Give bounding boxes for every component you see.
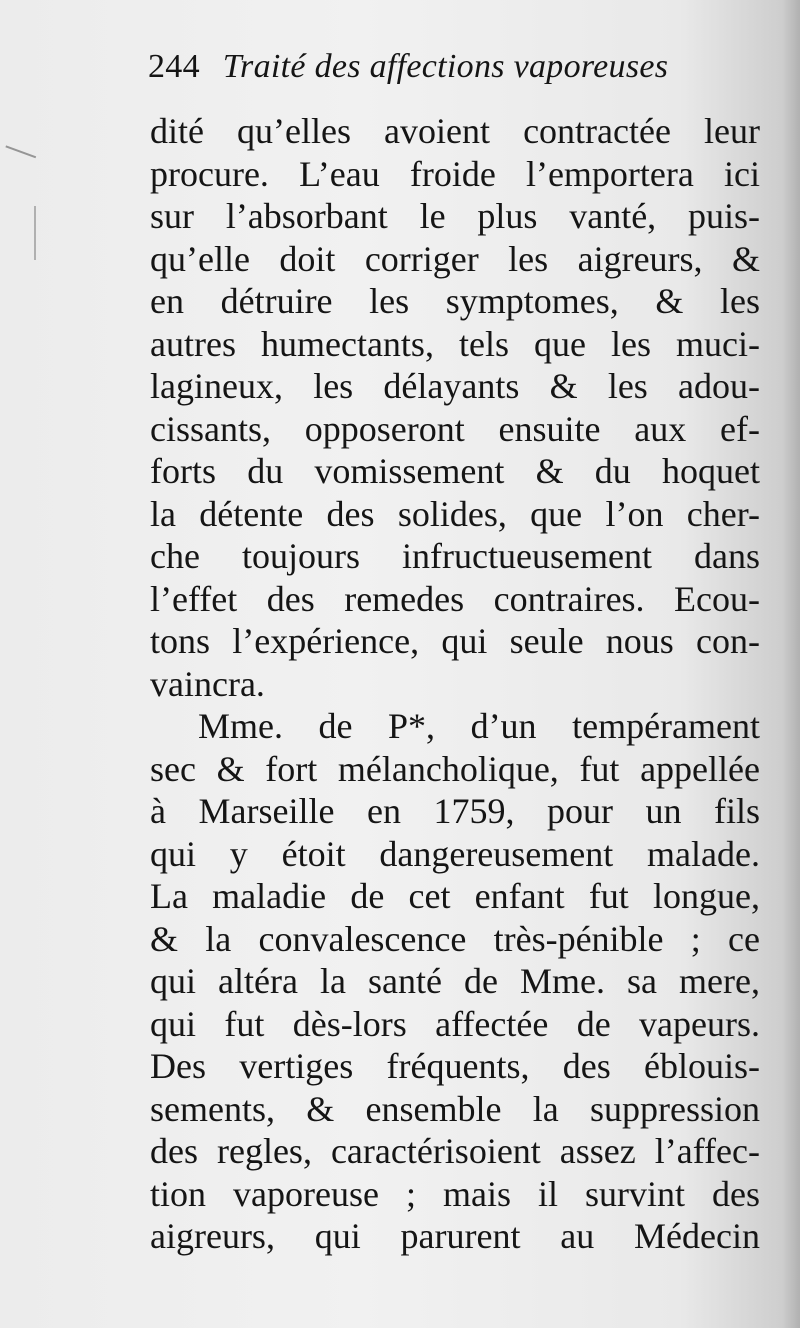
page-number: 244	[148, 48, 200, 85]
text-line: autres humectants, tels que les muci-	[150, 323, 760, 364]
text-line: la détente des solides, que l’on cher-	[150, 493, 760, 534]
text-line: qui altéra la santé de Mme. sa mere,	[150, 961, 760, 1001]
text-line: dité qu’elles avoient contractée leur	[150, 111, 760, 151]
page-header	[148, 48, 768, 98]
text-line: tion vaporeuse ; mais il survint des	[150, 1173, 760, 1214]
text-line: en détruire les symptomes, & les	[150, 281, 760, 321]
text-line: des regles, caractérisoient assez l’affec-	[150, 1131, 760, 1171]
text-line: cissants, opposeront ensuite aux ef-	[150, 408, 760, 449]
text-line: qui fut dès-lors affectée de vapeurs.	[150, 1003, 760, 1044]
text-line: à Marseille en 1759, pour un fils	[150, 791, 760, 831]
text-line: lagineux, les délayants & les adou-	[150, 366, 760, 406]
text-line: La maladie de cet enfant fut longue,	[150, 876, 760, 916]
text-line: tons l’expérience, qui seule nous con-	[150, 621, 760, 661]
text-line: aigreurs, qui parurent au Médecin	[150, 1216, 760, 1256]
text-line: sements, & ensemble la suppression	[150, 1088, 760, 1129]
text-line: sec & fort mélancholique, fut appellée	[150, 748, 760, 789]
margin-mark	[34, 206, 36, 260]
text-line: vaincra.	[150, 663, 265, 704]
text-line: & la convalescence très-pénible ; ce	[150, 918, 760, 959]
text-line: forts du vomissement & du hoquet	[150, 451, 760, 491]
text-line: Des vertiges fréquents, des éblouis-	[150, 1046, 760, 1086]
text-line: sur l’absorbant le plus vanté, puis-	[150, 196, 760, 236]
paragraph-start-line: Mme. de P*, d’un tempérament	[198, 706, 760, 746]
text-line: qui y étoit dangereusement malade.	[150, 833, 760, 874]
book-text	[150, 110, 760, 1258]
margin-mark	[0, 145, 36, 184]
text-line: che toujours infructueusement dans	[150, 536, 760, 576]
text-line: l’effet des remedes contraires. Ecou-	[150, 578, 760, 619]
running-title: Traité des affections vaporeuses	[222, 48, 669, 85]
text-line: procure. L’eau froide l’emportera ici	[150, 153, 760, 194]
text-line: qu’elle doit corriger les aigreurs, &	[150, 238, 760, 279]
